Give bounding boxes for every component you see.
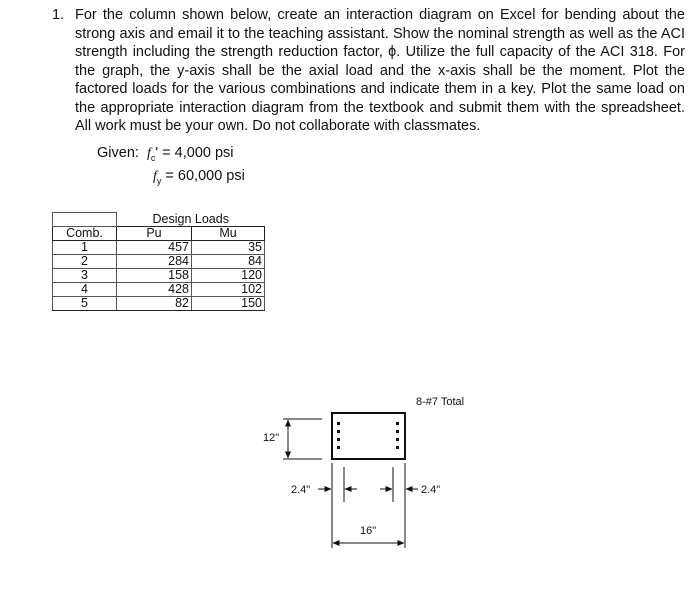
fc-subscript: c: [150, 152, 156, 163]
rebar-label: 8-#7 Total: [416, 396, 465, 408]
rebar-right-face: [396, 422, 399, 449]
width-label: 16": [360, 525, 377, 537]
rebar-left-face: [337, 422, 340, 449]
pu-cell: 284: [117, 255, 192, 269]
mu-cell: 84: [192, 255, 265, 269]
depth-label: 12": [263, 432, 280, 444]
design-loads-title: Design Loads: [152, 211, 229, 226]
mu-cell: 120: [192, 269, 265, 283]
rebar-dot: [396, 438, 399, 441]
pu-cell: 82: [117, 297, 192, 311]
rebar-dot: [396, 446, 399, 449]
header-comb: Comb.: [53, 227, 117, 241]
rebar-dot: [337, 422, 340, 425]
mu-cell: 35: [192, 241, 265, 255]
fc-prime: ': [155, 145, 159, 161]
header-pu: Pu: [117, 227, 192, 241]
comb-cell: 4: [53, 283, 117, 297]
comb-cell: 5: [53, 297, 117, 311]
rebar-dot: [396, 430, 399, 433]
rebar-dot: [396, 422, 399, 425]
fy-value: = 60,000 psi: [161, 167, 245, 184]
cover-right-label: 2.4": [421, 484, 441, 496]
cover-left-label: 2.4": [291, 484, 311, 496]
rebar-dot: [337, 430, 340, 433]
depth-dimension: [283, 419, 322, 459]
fc-symbol: f: [146, 146, 151, 161]
fy-symbol: f: [153, 168, 157, 184]
given-label: Given:: [97, 145, 139, 161]
pu-cell: 158: [117, 269, 192, 283]
pu-cell: 428: [117, 283, 192, 297]
header-mu: Mu: [192, 227, 265, 241]
comb-cell: 2: [53, 255, 117, 269]
rebar-dot: [337, 446, 340, 449]
question-number: 1.: [52, 7, 65, 23]
comb-cell: 1: [53, 241, 117, 255]
mu-cell: 150: [192, 297, 265, 311]
fc-value: = 4,000 psi: [158, 145, 234, 161]
mu-cell: 102: [192, 283, 265, 297]
fy-subscript: y: [156, 175, 162, 186]
question-text: For the column shown below, create an interaction diagram on Excel for bending about the strong axis and email it to the teaching assistant. Show the nominal strength as well as the ACI strength including the strength reduction factor, ϕ. Utilize the full capacity of the ACI 318. For the graph, the y-axis shall be the axial load and the x-axis shall be the moment. Plot the factored loads for the various combinations and indicate them in a key. Plot the same load on the appropriate interaction diagram from the textbook and submit them with the spreadsheet. All work must be your own. Do not collaborate with classmates.: [75, 7, 685, 134]
comb-cell: 3: [53, 269, 117, 283]
column-outline: [332, 413, 405, 459]
rebar-dot: [337, 438, 340, 441]
pu-cell: 457: [117, 241, 192, 255]
